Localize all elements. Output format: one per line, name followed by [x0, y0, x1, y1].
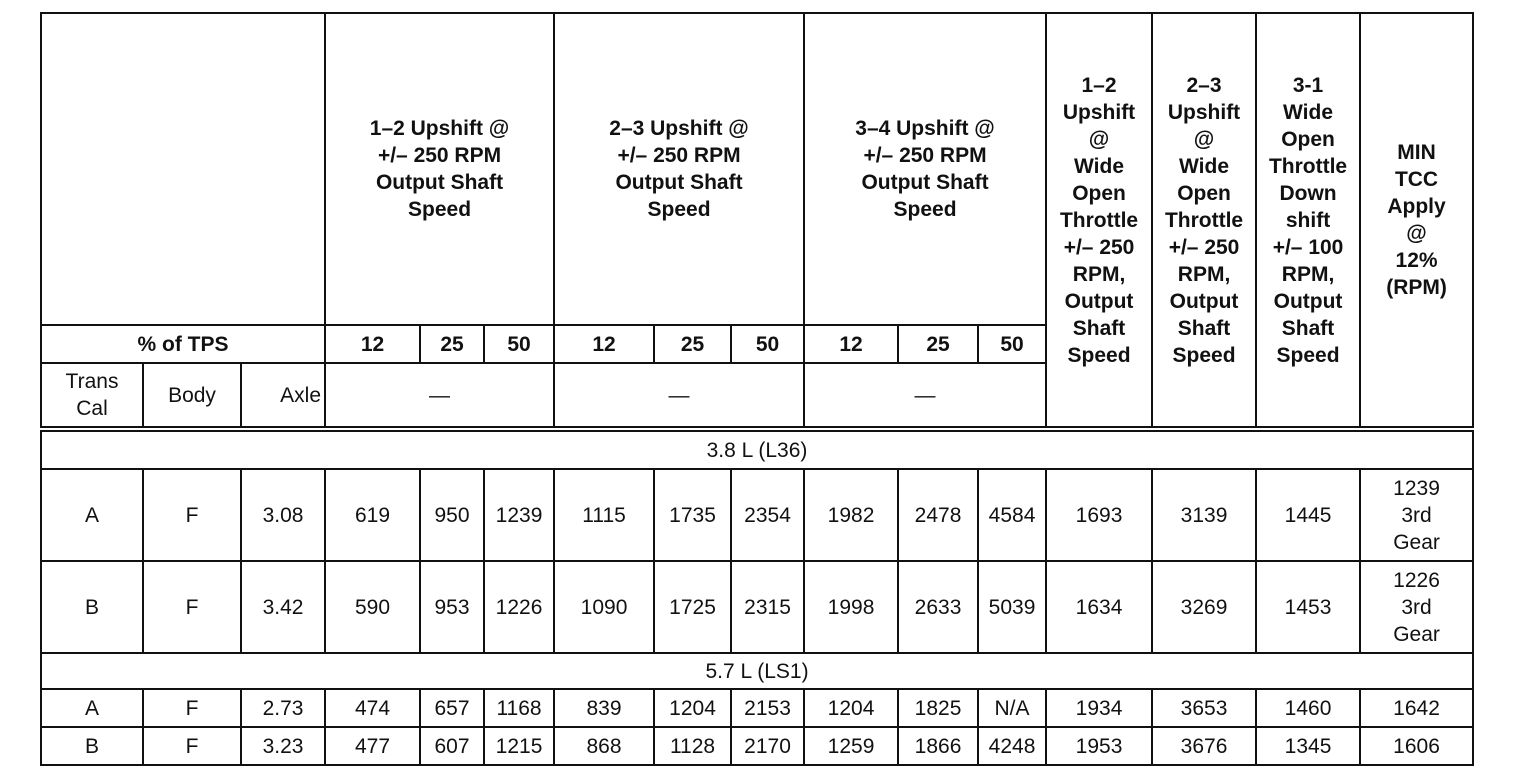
- value-cell: 839: [554, 689, 654, 727]
- value-cell: 1934: [1046, 689, 1152, 727]
- dash-cell: —: [325, 363, 554, 427]
- dash-cell: —: [804, 363, 1046, 427]
- engine-section-row: [41, 431, 1473, 469]
- axle-cell: 3.08: [241, 469, 325, 561]
- value-cell: 2170: [731, 727, 804, 765]
- value-cell: 474: [325, 689, 420, 727]
- table-row: [41, 469, 1473, 561]
- value-cell: 607: [420, 727, 484, 765]
- value-cell: 2633: [898, 561, 978, 653]
- value-cell: 953: [420, 561, 484, 653]
- tps-value: 25: [420, 325, 484, 363]
- header-blank-cell: [41, 13, 325, 325]
- value-cell: 1090: [554, 561, 654, 653]
- value-cell: 1128: [654, 727, 731, 765]
- value-cell: 1239: [484, 469, 554, 561]
- trans-cal-cell: A: [41, 469, 143, 561]
- value-cell: 1460: [1256, 689, 1360, 727]
- value-cell: 1953: [1046, 727, 1152, 765]
- min-tcc-cell: 1642: [1360, 689, 1473, 727]
- value-cell: 2478: [898, 469, 978, 561]
- value-cell: 1168: [484, 689, 554, 727]
- value-cell: 1866: [898, 727, 978, 765]
- tps-label: % of TPS: [41, 325, 325, 363]
- upshift-3-4-header: 3–4 Upshift @ +/– 250 RPM Output Shaft Speed: [804, 13, 1046, 325]
- value-cell: 950: [420, 469, 484, 561]
- value-cell: 619: [325, 469, 420, 561]
- value-cell: 1453: [1256, 561, 1360, 653]
- axle-cell: 3.23: [241, 727, 325, 765]
- tps-value: 50: [978, 325, 1046, 363]
- body-cell: F: [143, 689, 241, 727]
- value-cell: N/A: [978, 689, 1046, 727]
- upshift-1-2-header: 1–2 Upshift @ +/– 250 RPM Output Shaft Speed: [325, 13, 554, 325]
- min-tcc-apply-header: MIN TCC Apply @ 12% (RPM): [1360, 13, 1473, 427]
- table-row: [41, 561, 1473, 653]
- value-cell: 477: [325, 727, 420, 765]
- trans-cal-cell: B: [41, 727, 143, 765]
- tps-value: 12: [325, 325, 420, 363]
- value-cell: 3676: [1152, 727, 1256, 765]
- tps-value: 25: [898, 325, 978, 363]
- tps-value: 12: [804, 325, 898, 363]
- engine-label: 3.8 L (L36): [41, 431, 1473, 469]
- value-cell: 2153: [731, 689, 804, 727]
- shift-speed-table: [40, 12, 1474, 766]
- tps-value: 25: [654, 325, 731, 363]
- value-cell: 1998: [804, 561, 898, 653]
- trans-cal-cell: A: [41, 689, 143, 727]
- tps-value: 50: [484, 325, 554, 363]
- header-row: [41, 13, 1473, 325]
- value-cell: 1215: [484, 727, 554, 765]
- value-cell: 3139: [1152, 469, 1256, 561]
- value-cell: 4248: [978, 727, 1046, 765]
- body-label: Body: [143, 363, 241, 427]
- value-cell: 657: [420, 689, 484, 727]
- axle-cell: 3.42: [241, 561, 325, 653]
- engine-section-row: [41, 653, 1473, 689]
- value-cell: 3269: [1152, 561, 1256, 653]
- value-cell: 1345: [1256, 727, 1360, 765]
- min-tcc-cell: 1239 3rd Gear: [1360, 469, 1473, 561]
- value-cell: 5039: [978, 561, 1046, 653]
- body-cell: F: [143, 727, 241, 765]
- wot-upshift-2-3-header: 2–3 Upshift @ Wide Open Throttle +/– 250 RPM, Output Shaft Speed: [1152, 13, 1256, 427]
- value-cell: 1445: [1256, 469, 1360, 561]
- table-row: [41, 727, 1473, 765]
- value-cell: 1634: [1046, 561, 1152, 653]
- value-cell: 1259: [804, 727, 898, 765]
- wot-upshift-1-2-header: 1–2 Upshift @ Wide Open Throttle +/– 250 RPM, Output Shaft Speed: [1046, 13, 1152, 427]
- trans-cal-label: Trans Cal: [41, 363, 143, 427]
- value-cell: 1204: [654, 689, 731, 727]
- engine-label: 5.7 L (LS1): [41, 653, 1473, 689]
- upshift-2-3-header: 2–3 Upshift @ +/– 250 RPM Output Shaft Speed: [554, 13, 804, 325]
- wot-downshift-3-1-header: 3-1 Wide Open Throttle Down shift +/– 100 RPM, Output Shaft Speed: [1256, 13, 1360, 427]
- value-cell: 1735: [654, 469, 731, 561]
- tps-value: 50: [731, 325, 804, 363]
- value-cell: 4584: [978, 469, 1046, 561]
- value-cell: 2354: [731, 469, 804, 561]
- value-cell: 1115: [554, 469, 654, 561]
- value-cell: 1725: [654, 561, 731, 653]
- table-row: [41, 689, 1473, 727]
- body-cell: F: [143, 561, 241, 653]
- value-cell: 3653: [1152, 689, 1256, 727]
- dash-cell: —: [554, 363, 804, 427]
- axle-label: Axle: [241, 363, 325, 427]
- axle-cell: 2.73: [241, 689, 325, 727]
- trans-cal-cell: B: [41, 561, 143, 653]
- value-cell: 1204: [804, 689, 898, 727]
- value-cell: 868: [554, 727, 654, 765]
- value-cell: 1226: [484, 561, 554, 653]
- value-cell: 1982: [804, 469, 898, 561]
- value-cell: 590: [325, 561, 420, 653]
- min-tcc-cell: 1226 3rd Gear: [1360, 561, 1473, 653]
- body-cell: F: [143, 469, 241, 561]
- value-cell: 1693: [1046, 469, 1152, 561]
- value-cell: 1825: [898, 689, 978, 727]
- value-cell: 2315: [731, 561, 804, 653]
- tps-value: 12: [554, 325, 654, 363]
- min-tcc-cell: 1606: [1360, 727, 1473, 765]
